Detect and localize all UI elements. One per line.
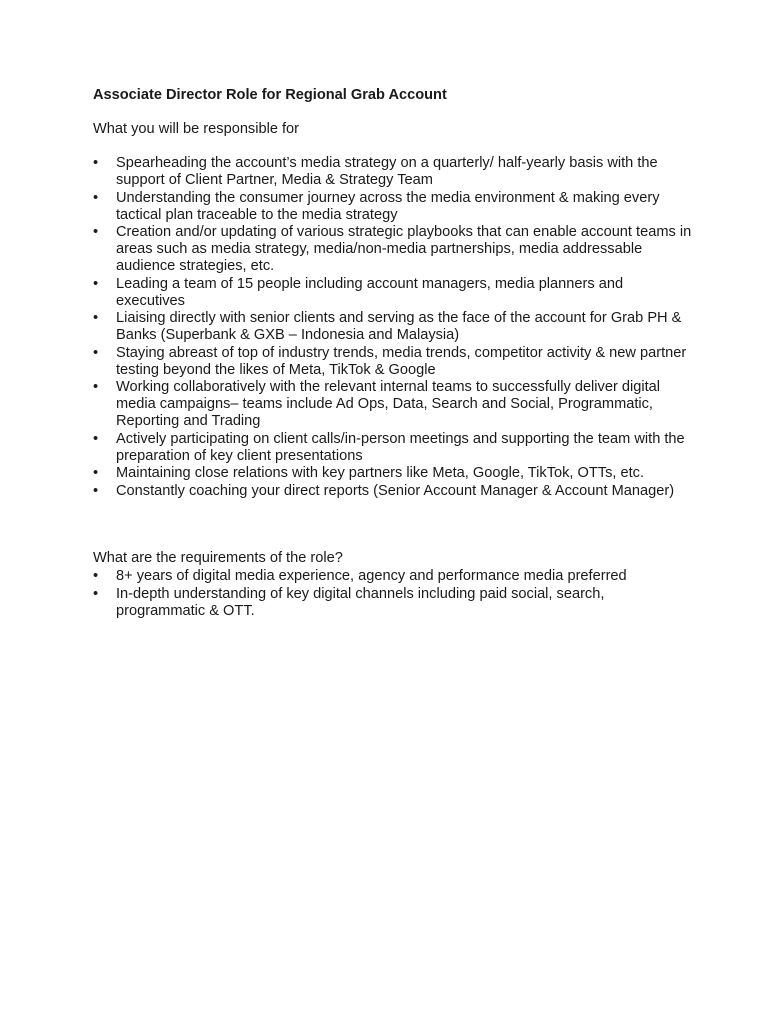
bullet-icon: • bbox=[93, 465, 99, 481]
list-item-text: Working collaboratively with the relevant internal teams to successfully deliver digital media campaigns– teams include Ad Ops, Data, Search and Social, Programmatic, Reporting and Trading bbox=[116, 379, 661, 429]
list-item bbox=[93, 379, 693, 430]
requirements-list bbox=[93, 568, 693, 620]
bullet-icon: • bbox=[93, 585, 99, 602]
list-item bbox=[93, 224, 693, 275]
list-item-text: Spearheading the account’s media strategy on a quarterly/ half-yearly basis with the support of Client Partner, Media & Strategy Team bbox=[116, 155, 658, 188]
bullet-icon: • bbox=[93, 310, 99, 326]
list-item-text: Creation and/or updating of various strategic playbooks that can enable account teams in areas such as media strategy, media/non-media partnerships, media addressable audience strategies, etc. bbox=[116, 224, 692, 274]
bullet-icon: • bbox=[93, 568, 99, 584]
list-item bbox=[93, 431, 693, 465]
bullet-icon: • bbox=[93, 224, 99, 240]
list-item-text: Leading a team of 15 people including account managers, media planners and executives bbox=[116, 275, 624, 309]
list-item bbox=[93, 465, 693, 482]
list-item-text: Constantly coaching your direct reports (Senior Account Manager & Account Manager) bbox=[116, 482, 675, 499]
list-item-text: In-depth understanding of key digital channels including paid social, search, programmatic & OTT. bbox=[116, 585, 605, 619]
list-item-text: Actively participating on client calls/in-person meetings and supporting the team with the preparation of key client presentations bbox=[116, 430, 685, 464]
bullet-icon: • bbox=[93, 482, 99, 499]
list-item-text: 8+ years of digital media experience, agency and performance media preferred bbox=[116, 568, 627, 584]
list-item bbox=[93, 276, 693, 310]
list-item bbox=[93, 586, 693, 620]
responsibilities-list bbox=[93, 155, 693, 500]
list-item bbox=[93, 345, 693, 379]
list-item bbox=[93, 155, 693, 189]
bullet-icon: • bbox=[93, 430, 99, 447]
list-item-text: Liaising directly with senior clients and serving as the face of the account for Grab PH & Banks (Superbank & GXB – Indonesia and Malaysia) bbox=[116, 310, 682, 343]
bullet-icon: • bbox=[93, 379, 99, 395]
document-title: Associate Director Role for Regional Grab Account bbox=[93, 87, 447, 103]
requirements-heading: What are the requirements of the role? bbox=[93, 550, 343, 566]
list-item-text: Staying abreast of top of industry trends, media trends, competitor activity & new partner testing beyond the likes of Meta, TikTok & Google bbox=[116, 344, 687, 378]
responsibilities-heading: What you will be responsible for bbox=[93, 121, 300, 137]
list-item bbox=[93, 190, 693, 224]
list-item bbox=[93, 483, 693, 500]
bullet-icon: • bbox=[93, 275, 99, 292]
list-item bbox=[93, 568, 693, 585]
list-item bbox=[93, 310, 693, 344]
bullet-icon: • bbox=[93, 155, 99, 171]
bullet-icon: • bbox=[93, 344, 99, 361]
bullet-icon: • bbox=[93, 189, 99, 206]
list-item-text: Maintaining close relations with key partners like Meta, Google, TikTok, OTTs, etc. bbox=[116, 465, 645, 481]
list-item-text: Understanding the consumer journey across the media environment & making every tactical plan traceable to the media strategy bbox=[116, 189, 660, 223]
